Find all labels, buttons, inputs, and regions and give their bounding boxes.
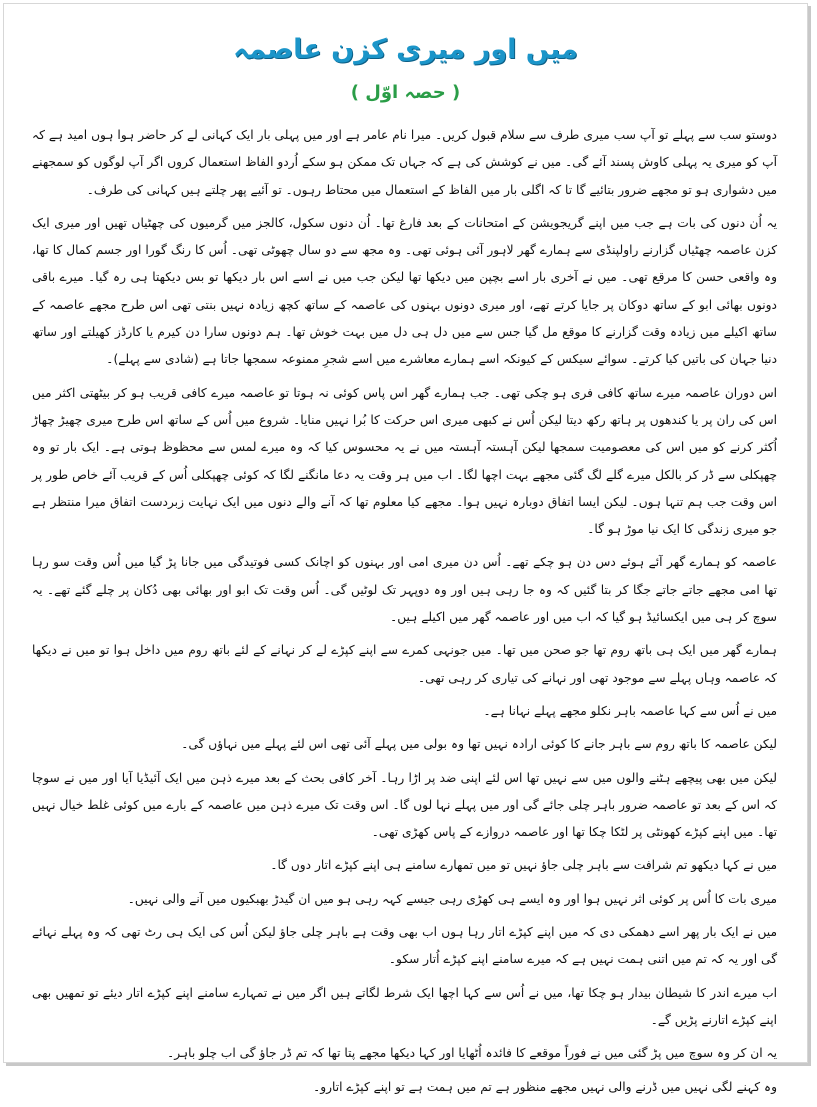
paragraph: میں نے ایک بار پھر اسے دھمکی دی کہ میں اپنے کپڑے اتار رہا ہوں اب بھی وقت ہے باہر چلی جاؤ لیکن اُس کی ایک ہی رٹ تھی کہ وہ پہلے نہائے گی اور یہ کہ تم میں اتنی ہمت نہیں ہے کہ میرے سامنے اپنے کپڑے اُتار سکو۔ [32,925,777,967]
story-title: میں اور میری کزن عاصمہ [233,34,578,65]
paragraph: لیکن عاصمہ کا باتھ روم سے باہر جانے کا کوئی ارادہ نہیں تھا وہ بولی میں پہلے آئی تھی اس لئے پہلے میں نہاؤں گی۔ [181,737,777,752]
paragraph: میری بات کا اُس پر کوئی اثر نہیں ہوا اور وہ ایسے ہی کھڑی رہی جیسے کہہ رہی ہو میں ان گیدڑ بھبکیوں میں آنے والی نہیں۔ [127,891,777,906]
paragraph: لیکن میں بھی پیچھے ہٹنے والوں میں سے نہیں تھا اس لئے اپنی ضد پر اڑا رہا۔ آخر کافی بحث کے بعد میرے ذہن میں ایک آئیڈیا آیا اور میں نے سوچا کہ اس کے بعد تو عاصمہ ضرور باہر چلی جائے گی اور میں پہلے نہا لوں گا۔ اس وقت تک میرے ذہن میں عاصمہ کے بارے میں کوئی غلط خیال نہیں تھا۔ میں اپنے کپڑے کھونٹی پر لٹکا چکا تھا اور عاصمہ دروازے کے پاس کھڑی تھی۔ [32,770,777,840]
document-page [3,3,808,1094]
paragraph: اب میرے اندر کا شیطان بیدار ہو چکا تھا، میں نے اُس سے کہا اچھا ایک شرط لگاتے ہیں اگر میں نے تمہارے سامنے اپنے کپڑے اتار دیئے تو تمھیں بھی اپنے کپڑے اتارنے پڑیں گے۔ [32,985,777,1027]
paragraph: میں نے کہا دیکھو تم شرافت سے باہر چلی جاؤ نہیں تو میں تمھارے سامنے ہی اپنے کپڑے اتار دوں گا۔ [270,858,777,873]
paragraph: عاصمہ کو ہمارے گھر آئے ہوئے دس دن ہو چکے تھے۔ اُس دن میری امی اور بہنوں کو اچانک کسی فوتیدگی میں جانا پڑ گیا میں اُس وقت سو رہا تھا امی مجھے جاتے جاتے جگا کر بتا گئیں کہ وہ جا رہی ہیں اور وہ دوپہر تک لوٹیں گی۔ اُس وقت تک ابو اور بھائی بھی دُکان پر چلے گئے تھے۔ یہ سوچ کر ہی میں ایکسائیڈ ہو گیا کہ اب میں اور عاصمہ گھر میں اکیلے ہیں۔ [32,555,777,625]
story-body [32,122,777,1107]
paragraph: وہ کہنے لگی نہیں میں ڈرنے والی نہیں مجھے منظور ہے تم میں ہمت ہے تو اپنے کپڑے اتارو۔ [313,1079,777,1094]
paragraph: یہ ان کر وہ سوچ میں پڑ گئی میں نے فوراً موقعے کا فائدہ اُٹھایا اور کہا دیکھا مجھے پتا تھا کہ تم ڈر جاؤ گی اب چلو باہر۔ [167,1046,777,1061]
paragraph: میں نے اُس سے کہا عاصمہ باہر نکلو مجھے پہلے نہانا ہے۔ [483,703,777,718]
paragraph: ہمارے گھر میں ایک ہی باتھ روم تھا جو صحن میں تھا۔ میں جونہی کمرے سے اپنے کپڑے لے کر نہانے کے لئے باتھ روم میں داخل ہوا تو میں نے دیکھا کہ عاصمہ وہاں پہلے سے موجود تھی اور نہانے کی تیاری کر رہی تھی۔ [32,643,777,685]
paragraph: یہ اُن دنوں کی بات ہے جب میں اپنے گریجویشن کے امتحانات کے بعد فارغ تھا۔ اُن دنوں سکول، کالجز میں گرمیوں کی چھٹیاں تھیں اور میری ایک کزن عاصمہ چھٹیاں گزارنے راولپنڈی سے ہمارے گھر لاہور آئی ہوئی تھی۔ وہ مجھ سے دو سال چھوٹی تھی۔ اُس کا رنگ گورا اور جسم کمال کا تھا، وہ واقعی حسن کا مرقع تھی۔ میں نے آخری بار اسے بچپن میں دیکھا تھا لیکن جب میں نے اسے اس بار دیکھا تو بس دیکھتا ہی رہ گیا۔ میرے باقی دونوں بھائی ابو کے ساتھ دوکان پر جایا کرتے تھے، اور میری دونوں بہنوں کی عاصمہ کے ساتھ کچھ زیادہ نہیں بنتی تھی اس طرح مجھے عاصمہ کے ساتھ اکیلے میں زیادہ وقت گزارنے کا موقع مل گیا جس سے میں دل ہی دل میں بہت خوش تھا۔ ہم دونوں سارا دن کیرم یا کارڈز کھیلتے اور ساتھ دنیا جہان کی باتیں کیا کرتے۔ سوائے سیکس کے کیونکہ اسے ہمارے معاشرے میں اسے شجرِ ممنوعہ سمجھا جاتا ہے (شادی سے پہلے)۔ [32,215,777,367]
part-label: ( حصہ اوّل ) [350,82,461,103]
paragraph: اس دوران عاصمہ میرے ساتھ کافی فری ہو چکی تھی۔ جب ہمارے گھر اس پاس کوئی نہ ہوتا تو عاصمہ میرے کافی قریب ہو کر بیٹھتی اکثر میں اس کی ران پر یا کندھوں پر ہاتھ رکھ دیتا لیکن اُس نے کبھی میری اس حرکت کا بُرا نہیں منایا۔ شروع میں اُس کے ساتھ اس طرح میری چھیڑ چھاڑ اُکثر کرنے کو میں اس کی معصومیت سمجھا لیکن آہستہ آہستہ میں نے یہ محسوس کیا کہ وہ میرے لمس سے محظوظ ہوتی ہے۔ ایک بار تو وہ چھپکلی سے ڈر کر بالکل میرے گلے لگ گئی مجھے بہت اچھا لگا۔ اب میں ہر وقت یہ دعا مانگنے لگا کہ کوئی چھپکلی اُس کے قریب آئے خاص طور پر اس وقت جب ہم تنہا ہوں۔ لیکن ایسا اتفاق دوبارہ نہیں ہوا۔ مجھے کیا معلوم تھا کہ آنے والے دنوں میں ایک نہایت زبردست اتفاق میرا منتظر ہے جو میری زندگی کا ایک نیا موڑ ہو گا۔ [32,385,777,537]
paragraph: دوستو سب سے پہلے تو آپ سب میری طرف سے سلام قبول کریں۔ میرا نام عامر ہے اور میں پہلی بار ایک کہانی لے کر حاضر ہوا ہوں امید ہے کہ آپ کو میری یہ پہلی کاوش پسند آئے گی۔ میں نے کوشش کی ہے کہ جہاں تک ممکن ہو سکے اُردو الفاظ استعمال کروں اگر آپ لوگوں کو سمجھنے میں دشواری ہو تو مجھے ضرور بتائیے گا تا کہ اگلی بار میں الفاظ کے استعمال میں محتاط رہوں۔ تو آئیے پھر چلتے ہیں کہانی کی طرف۔ [32,128,777,197]
